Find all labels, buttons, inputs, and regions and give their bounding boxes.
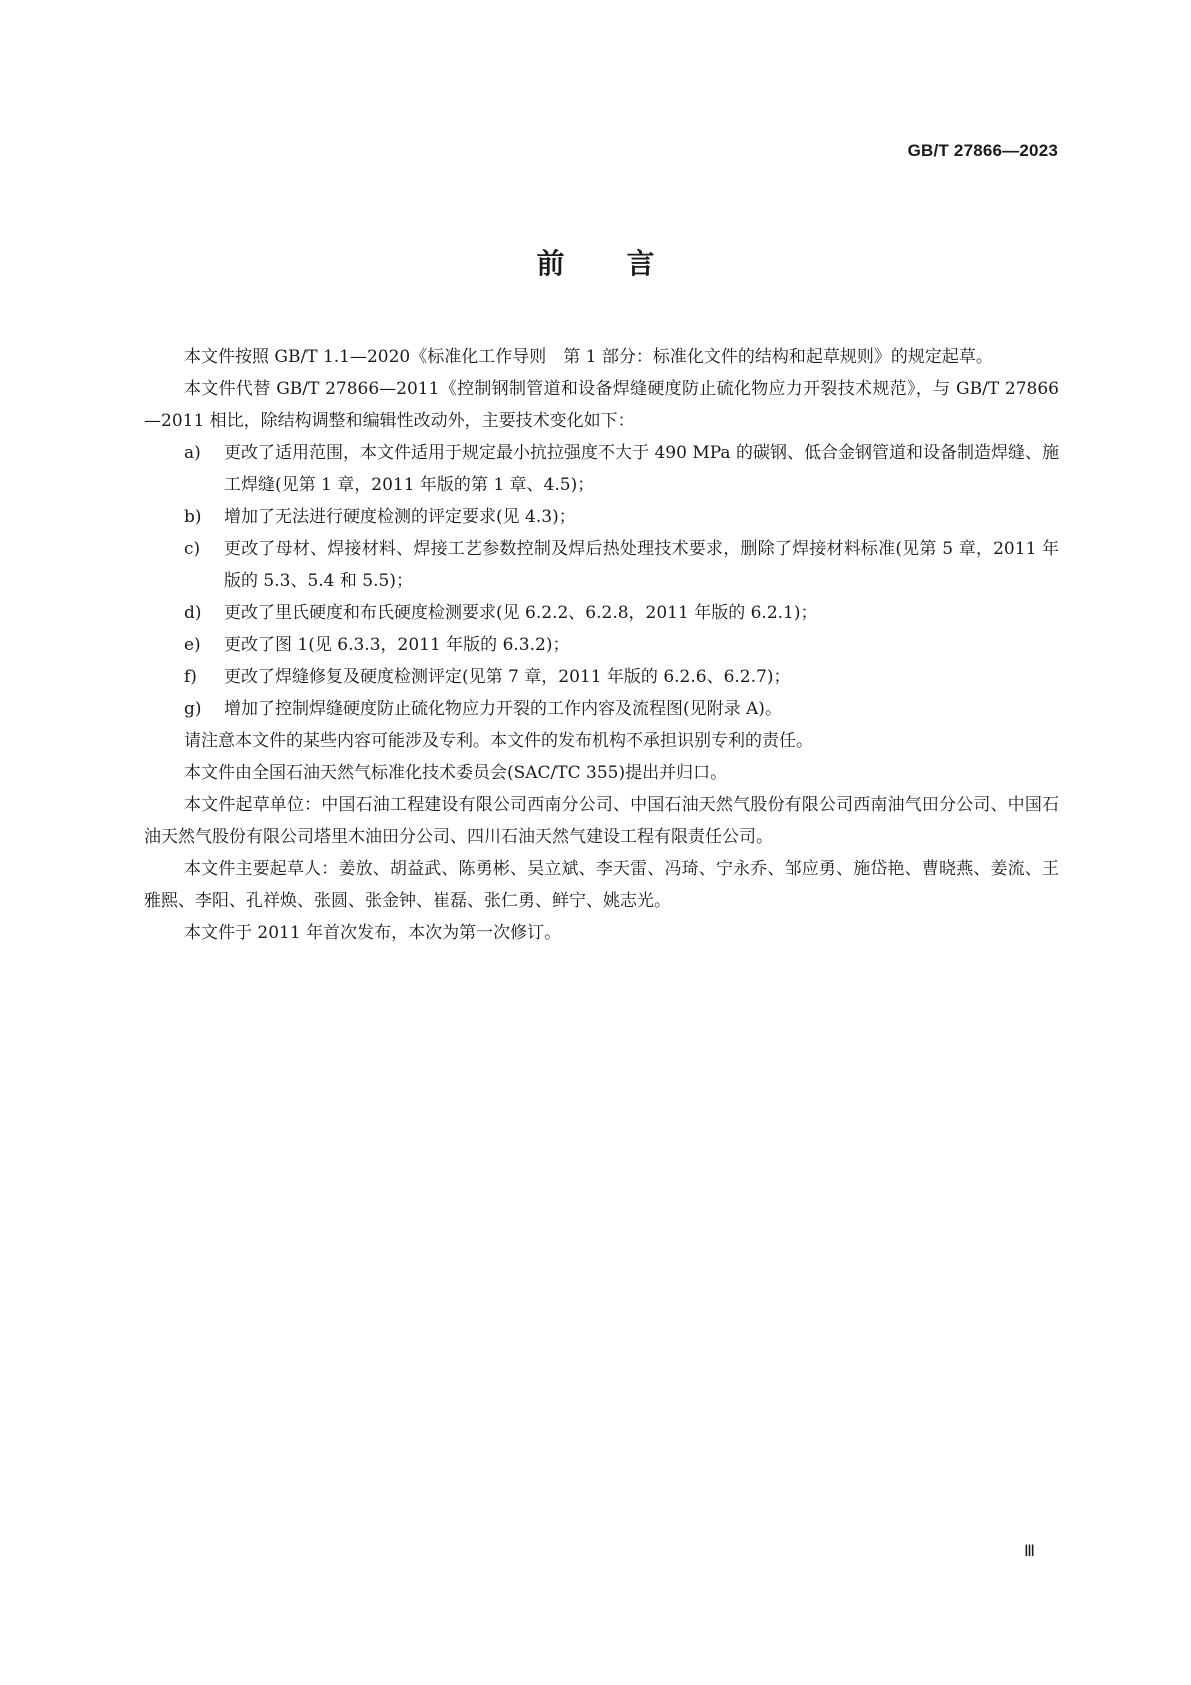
change-item — [144, 629, 1059, 661]
title-char-1: 前 — [536, 247, 565, 280]
paragraph-replacement: 本文件代替 GB/T 27866—2011《控制钢制管道和设备焊缝硬度防止硫化物应力开裂技术规范》，与 GB/T 27866—2011 相比，除结构调整和编辑性改动外，主要技术变化如下： — [144, 379, 1059, 431]
page-number: Ⅲ — [1024, 1543, 1036, 1560]
change-item-mark: c) — [184, 539, 201, 559]
paragraph-patent-notice: 请注意本文件的某些内容可能涉及专利。本文件的发布机构不承担识别专利的责任。 — [184, 731, 813, 751]
document-code: GB/T 27866—2023 — [907, 141, 1058, 160]
title-char-2: 言 — [626, 247, 655, 280]
paragraph-publication-history: 本文件于 2011 年首次发布，本次为第一次修订。 — [184, 923, 562, 943]
change-item-mark: d) — [184, 603, 202, 623]
change-item — [144, 533, 1059, 597]
paragraph-drafting-rules: 本文件按照 GB/T 1.1—2020《标准化工作导则 第 1 部分：标准化文件的结构和起草规则》的规定起草。 — [184, 347, 993, 367]
page-title — [0, 244, 1191, 284]
change-item-text: 更改了母材、焊接材料、焊接工艺参数控制及焊后热处理技术要求，删除了焊接材料标准(见第 5 章，2011 年版的 5.3、5.4 和 5.5)； — [224, 539, 1059, 591]
change-item-mark: a) — [184, 443, 201, 463]
change-item — [144, 501, 1059, 533]
change-item — [144, 661, 1059, 693]
change-item-text: 增加了无法进行硬度检测的评定要求(见 4.3)； — [224, 507, 576, 527]
paragraph-drafting-units: 本文件起草单位：中国石油工程建设有限公司西南分公司、中国石油天然气股份有限公司西南油气田分公司、中国石油天然气股份有限公司塔里木油田分公司、四川石油天然气建设工程有限责任公司。 — [144, 795, 1059, 847]
change-item-text: 更改了图 1(见 6.3.3，2011 年版的 6.3.2)； — [224, 635, 570, 655]
change-item-mark: e) — [184, 635, 201, 655]
paragraph-drafters: 本文件主要起草人：姜放、胡益武、陈勇彬、吴立斌、李天雷、冯琦、宁永乔、邹应勇、施岱艳、曹晓燕、姜流、王雅熙、李阳、孔祥焕、张圆、张金钟、崔磊、张仁勇、鲜宁、姚志光。 — [144, 859, 1059, 911]
change-item-text: 增加了控制焊缝硬度防止硫化物应力开裂的工作内容及流程图(见附录 A)。 — [224, 699, 782, 719]
change-item — [144, 597, 1059, 629]
change-item-text: 更改了适用范围，本文件适用于规定最小抗拉强度不大于 490 MPa 的碳钢、低合金钢管道和设备制造焊缝、施工焊缝(见第 1 章，2011 年版的第 1 章、4.5)； — [224, 443, 1059, 495]
paragraph-proposer: 本文件由全国石油天然气标准化技术委员会(SAC/TC 355)提出并归口。 — [184, 763, 728, 783]
change-item-text: 更改了焊缝修复及硬度检测评定(见第 7 章，2011 年版的 6.2.6、6.2.7)； — [224, 667, 791, 687]
foreword-body — [144, 341, 1059, 949]
change-item — [144, 693, 1059, 725]
change-item-text: 更改了里氏硬度和布氏硬度检测要求(见 6.2.2、6.2.8，2011 年版的 6.2.1)； — [224, 603, 818, 623]
change-item-mark: f) — [184, 667, 197, 687]
change-item — [144, 437, 1059, 501]
change-item-mark: b) — [184, 507, 202, 527]
change-item-mark: g) — [184, 699, 202, 719]
